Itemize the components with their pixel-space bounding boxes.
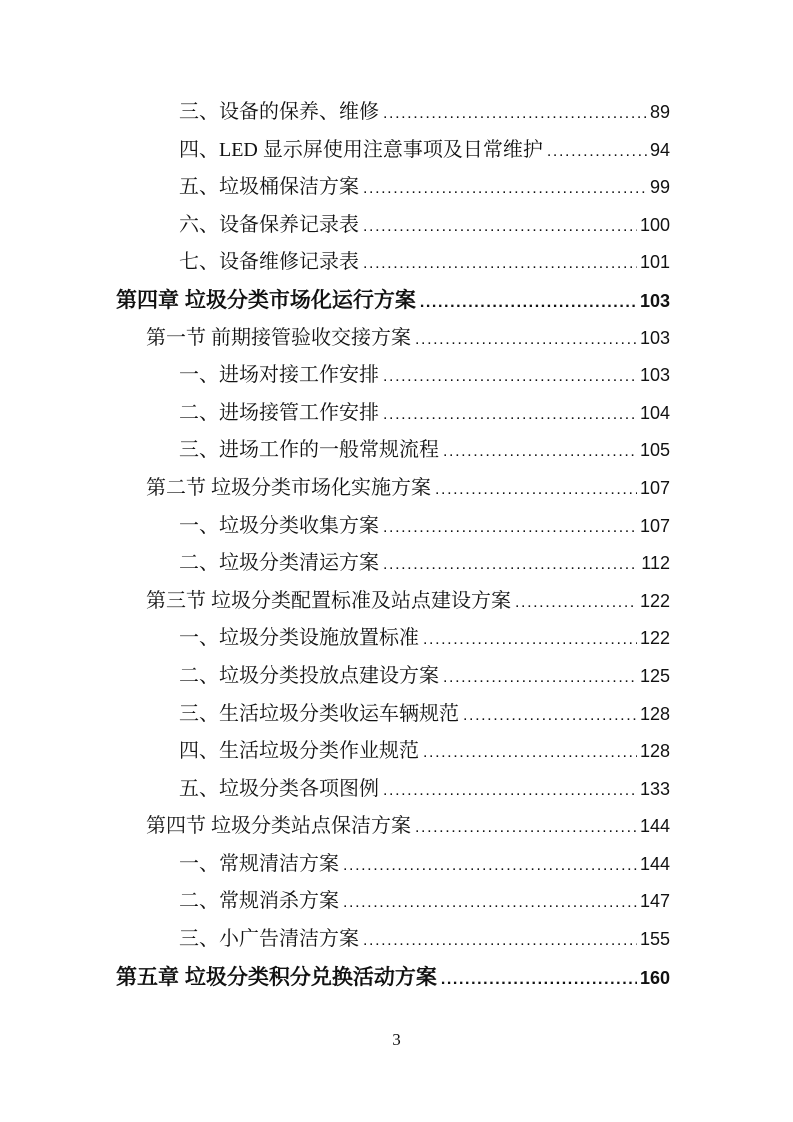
toc-entry-title: 三、小广告清洁方案 — [179, 928, 359, 951]
toc-entry-row[interactable] — [0, 620, 793, 658]
toc-entry-page: 122 — [639, 590, 670, 611]
toc-entry-row[interactable] — [0, 921, 793, 959]
toc-entry-title: 二、常规消杀方案 — [179, 890, 339, 913]
toc-list — [0, 94, 793, 996]
toc-entry-row[interactable] — [0, 583, 793, 621]
toc-entry-row[interactable] — [0, 508, 793, 546]
footer-page-number: 3 — [392, 1030, 401, 1049]
dot-leader — [415, 320, 637, 359]
dot-leader — [423, 620, 637, 659]
dot-leader — [363, 207, 637, 246]
toc-entry-page: 112 — [641, 553, 670, 574]
toc-entry-title: 四、LED 显示屏使用注意事项及日常维护 — [179, 138, 543, 161]
dot-leader — [547, 132, 647, 171]
dot-leader — [443, 432, 637, 471]
dot-leader — [343, 846, 637, 885]
dot-leader — [363, 244, 637, 283]
dot-leader — [515, 583, 637, 622]
toc-entry-title: 第二节 垃圾分类市场化实施方案 — [146, 476, 431, 499]
toc-entry-row[interactable] — [0, 357, 793, 395]
dot-leader — [435, 470, 637, 509]
toc-entry-row[interactable] — [0, 282, 793, 320]
dot-leader — [420, 282, 637, 322]
toc-entry-title: 第一节 前期接管验收交接方案 — [146, 326, 411, 349]
toc-entry-page: 107 — [639, 515, 670, 536]
toc-entry-page: 155 — [639, 929, 670, 950]
toc-entry-row[interactable] — [0, 320, 793, 358]
toc-entry-title: 第五章 垃圾分类积分兑换活动方案 — [116, 965, 437, 989]
dot-leader — [363, 921, 637, 960]
toc-entry-page: 133 — [639, 778, 670, 799]
toc-entry-page: 144 — [639, 816, 670, 837]
toc-entry-row[interactable] — [0, 846, 793, 884]
toc-entry-row[interactable] — [0, 432, 793, 470]
toc-entry-page: 107 — [639, 477, 670, 498]
toc-entry-row[interactable] — [0, 244, 793, 282]
toc-entry-page: 160 — [639, 967, 670, 988]
toc-entry-page: 94 — [649, 139, 670, 160]
toc-entry-row[interactable] — [0, 395, 793, 433]
toc-entry-title: 第四章 垃圾分类市场化运行方案 — [116, 288, 416, 312]
toc-entry-page: 122 — [639, 628, 670, 649]
toc-entry-row[interactable] — [0, 658, 793, 696]
toc-entry-page: 103 — [639, 290, 670, 311]
dot-leader — [383, 94, 647, 133]
toc-entry-row[interactable] — [0, 545, 793, 583]
toc-entry-page: 128 — [639, 741, 670, 762]
dot-leader — [383, 771, 637, 810]
toc-entry-page: 104 — [639, 402, 670, 423]
toc-entry-row[interactable] — [0, 470, 793, 508]
toc-entry-title: 五、垃圾桶保洁方案 — [179, 176, 359, 199]
toc-entry-row[interactable] — [0, 132, 793, 170]
dot-leader — [383, 508, 637, 547]
toc-entry-page: 125 — [639, 665, 670, 686]
toc-entry-title: 第三节 垃圾分类配置标准及站点建设方案 — [146, 589, 511, 612]
toc-entry-page: 101 — [639, 252, 670, 273]
toc-entry-row[interactable] — [0, 959, 793, 997]
toc-entry-page: 128 — [639, 703, 670, 724]
toc-entry-title: 一、常规清洁方案 — [179, 852, 339, 875]
toc-entry-page: 103 — [639, 365, 670, 386]
toc-entry-title: 三、生活垃圾分类收运车辆规范 — [179, 702, 459, 725]
toc-entry-page: 144 — [639, 853, 670, 874]
toc-entry-title: 二、进场接管工作安排 — [179, 401, 379, 424]
toc-entry-page: 105 — [639, 440, 670, 461]
toc-entry-title: 四、生活垃圾分类作业规范 — [179, 740, 419, 763]
dot-leader — [441, 959, 637, 999]
toc-entry-row[interactable] — [0, 808, 793, 846]
toc-entry-title: 一、垃圾分类收集方案 — [179, 514, 379, 537]
dot-leader — [415, 808, 637, 847]
dot-leader — [363, 169, 647, 208]
dot-leader — [383, 357, 637, 396]
toc-entry-row[interactable] — [0, 94, 793, 132]
toc-entry-title: 七、设备维修记录表 — [179, 251, 359, 274]
toc-entry-page: 99 — [649, 177, 670, 198]
toc-entry-title: 三、进场工作的一般常规流程 — [179, 439, 439, 462]
dot-leader — [443, 658, 637, 697]
toc-entry-row[interactable] — [0, 733, 793, 771]
toc-entry-title: 二、垃圾分类清运方案 — [179, 552, 379, 575]
toc-entry-title: 一、垃圾分类设施放置标准 — [179, 627, 419, 650]
toc-entry-title: 二、垃圾分类投放点建设方案 — [179, 664, 439, 687]
toc-entry-page: 103 — [639, 327, 670, 348]
dot-leader — [343, 883, 637, 922]
toc-entry-row[interactable] — [0, 883, 793, 921]
toc-entry-row[interactable] — [0, 207, 793, 245]
toc-entry-page: 89 — [649, 102, 670, 122]
toc-entry-title: 六、设备保养记录表 — [179, 213, 359, 236]
dot-leader — [463, 696, 637, 735]
toc-entry-row[interactable] — [0, 771, 793, 809]
toc-entry-title: 三、设备的保养、维修 — [179, 101, 379, 123]
dot-leader — [423, 733, 637, 772]
dot-leader — [383, 545, 638, 584]
toc-entry-row[interactable] — [0, 696, 793, 734]
toc-entry-title: 五、垃圾分类各项图例 — [179, 777, 379, 800]
toc-entry-title: 第四节 垃圾分类站点保洁方案 — [146, 815, 411, 838]
toc-entry-title: 一、进场对接工作安排 — [179, 364, 379, 387]
toc-entry-page: 100 — [639, 214, 670, 235]
toc-entry-page: 147 — [639, 891, 670, 912]
toc-entry-row[interactable] — [0, 169, 793, 207]
dot-leader — [383, 395, 637, 434]
